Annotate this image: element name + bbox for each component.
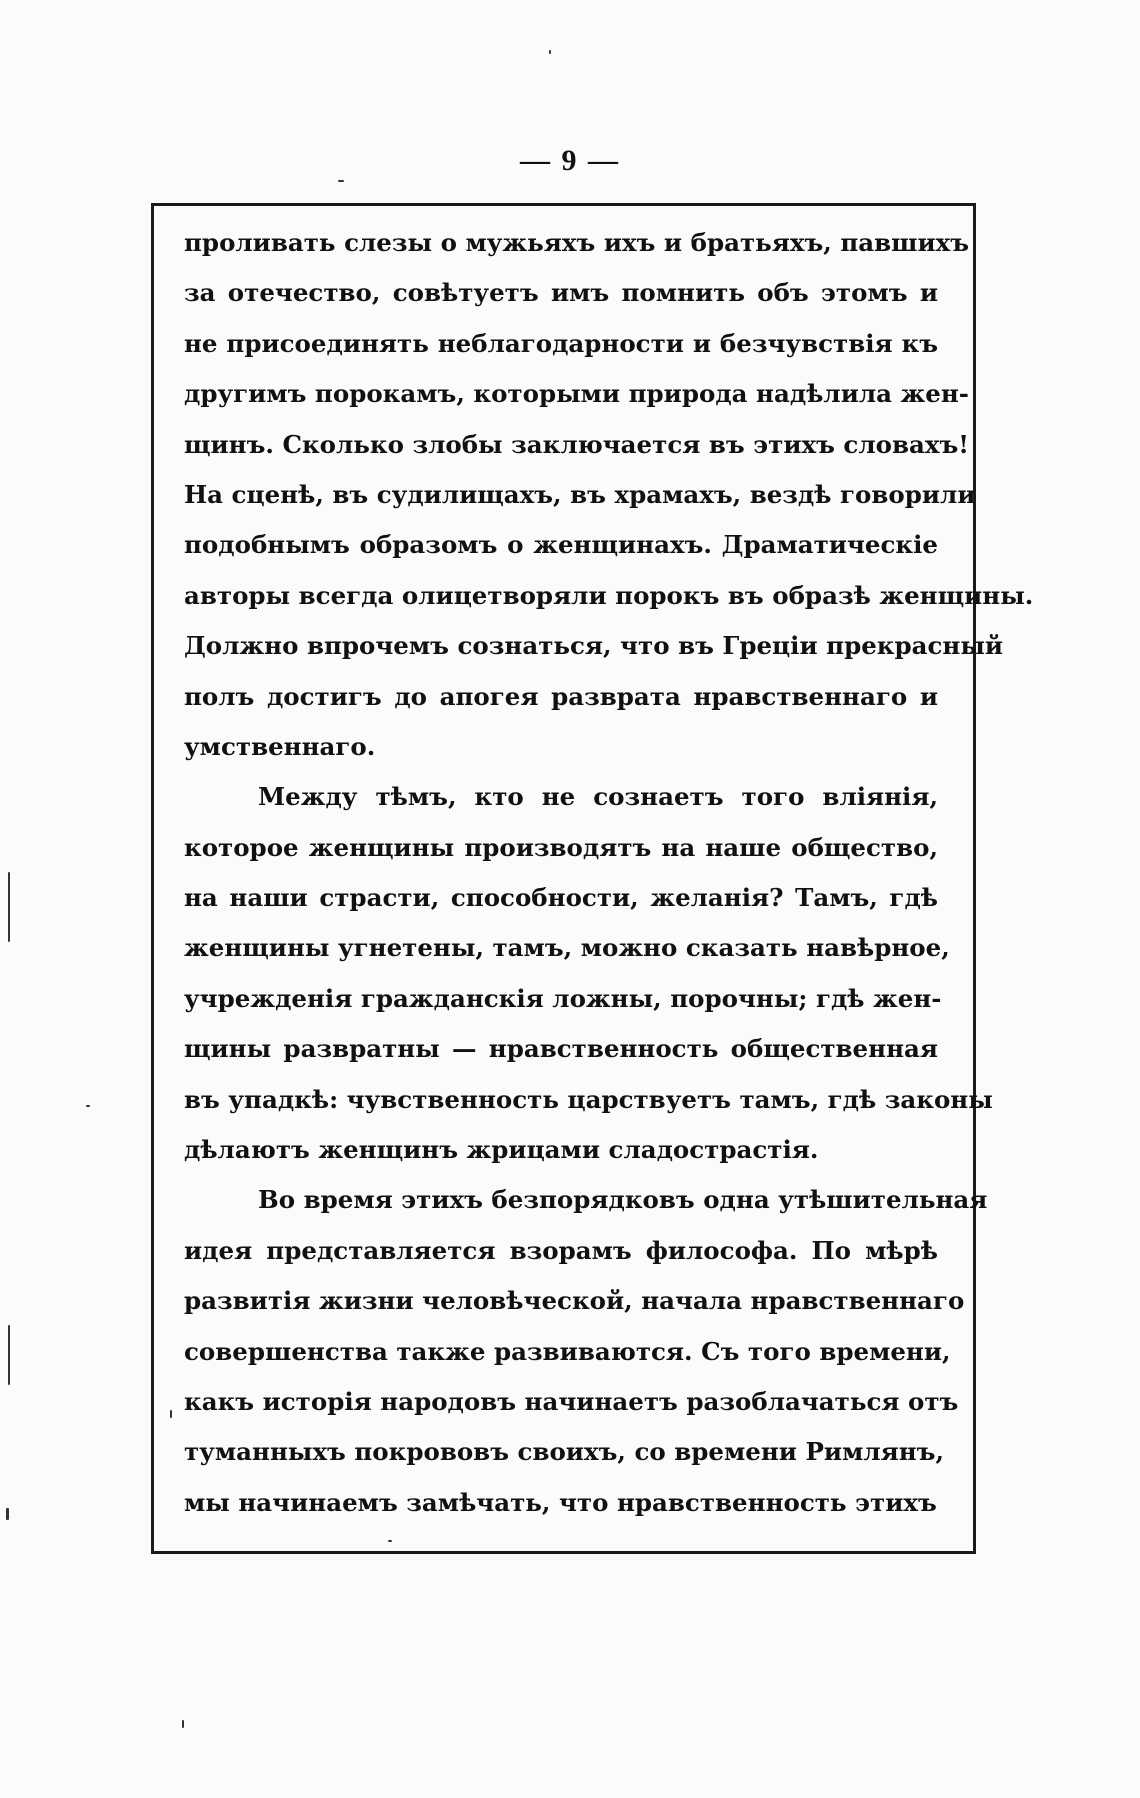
- text-line: другимъ порокамъ, которыми природа надѣлила жен-: [184, 379, 969, 409]
- text-line: не присоединять неблагодарности и безчувствія къ: [184, 328, 938, 358]
- text-line: совершенства также развиваются. Съ того времени,: [184, 1336, 951, 1366]
- text-line: дѣлаютъ женщинъ жрицами сладострастія.: [184, 1135, 819, 1165]
- text-line: за отечество, совѣтуетъ имъ помнить объ этомъ и: [184, 278, 938, 308]
- text-line: женщины угнетены, тамъ, можно сказать навѣрное,: [184, 933, 950, 963]
- text-line: Во время этихъ безпорядковъ одна утѣшительная: [258, 1185, 988, 1215]
- scan-speck: [6, 1508, 9, 1520]
- scan-speck: [182, 1720, 184, 1728]
- text-line: проливать слезы о мужьяхъ ихъ и братьяхъ, павшихъ: [184, 228, 970, 257]
- text-line: какъ исторія народовъ начинаетъ разоблачаться отъ: [184, 1386, 959, 1416]
- text-line: Между тѣмъ, кто не сознаетъ того вліянія,: [258, 782, 938, 812]
- scan-speck: [388, 1540, 392, 1542]
- text-line: На сценѣ, въ судилищахъ, въ храмахъ, вездѣ говорили: [184, 479, 976, 509]
- text-line: подобнымъ образомъ о женщинахъ. Драматическіе: [184, 530, 938, 560]
- text-line: развитія жизни человѣческой, начала нравственнаго: [184, 1286, 965, 1316]
- text-line: полъ достигъ до апогея разврата нравственнаго и: [184, 681, 938, 711]
- text-line: щины развратны — нравственность общественная: [184, 1034, 938, 1064]
- text-line: идея представляется взорамъ философа. По мѣрѣ: [184, 1235, 938, 1265]
- scan-speck: [338, 180, 344, 182]
- text-line: щинъ. Сколько злобы заключается въ этихъ словахъ!: [184, 429, 970, 459]
- scan-speck: [8, 872, 10, 942]
- text-line: въ упадкѣ: чувственность царствуетъ тамъ, гдѣ законы: [184, 1084, 993, 1114]
- text-line: умственнаго.: [184, 731, 376, 761]
- text-line: на наши страсти, способности, желанія? Тамъ, гдѣ: [184, 883, 938, 913]
- text-line: учрежденія гражданскія ложны, порочны; гдѣ жен-: [184, 983, 942, 1013]
- scan-speck: [86, 1105, 90, 1107]
- text-body: [184, 218, 1034, 1528]
- scan-speck: [549, 50, 551, 54]
- scan-speck: [170, 1410, 172, 1418]
- scan-speck: [8, 1325, 10, 1385]
- text-line: авторы всегда олицетворяли порокъ въ образѣ женщины.: [184, 580, 1034, 610]
- text-line: Должно впрочемъ сознаться, что въ Греціи прекрасный: [184, 631, 1004, 661]
- text-line: мы начинаемъ замѣчать, что нравственность этихъ: [184, 1487, 937, 1517]
- text-line: туманныхъ покрововъ своихъ, со времени Римлянъ,: [184, 1437, 944, 1467]
- page-number: — 9 —: [520, 144, 620, 177]
- text-line: которое женщины производятъ на наше общество,: [184, 832, 938, 862]
